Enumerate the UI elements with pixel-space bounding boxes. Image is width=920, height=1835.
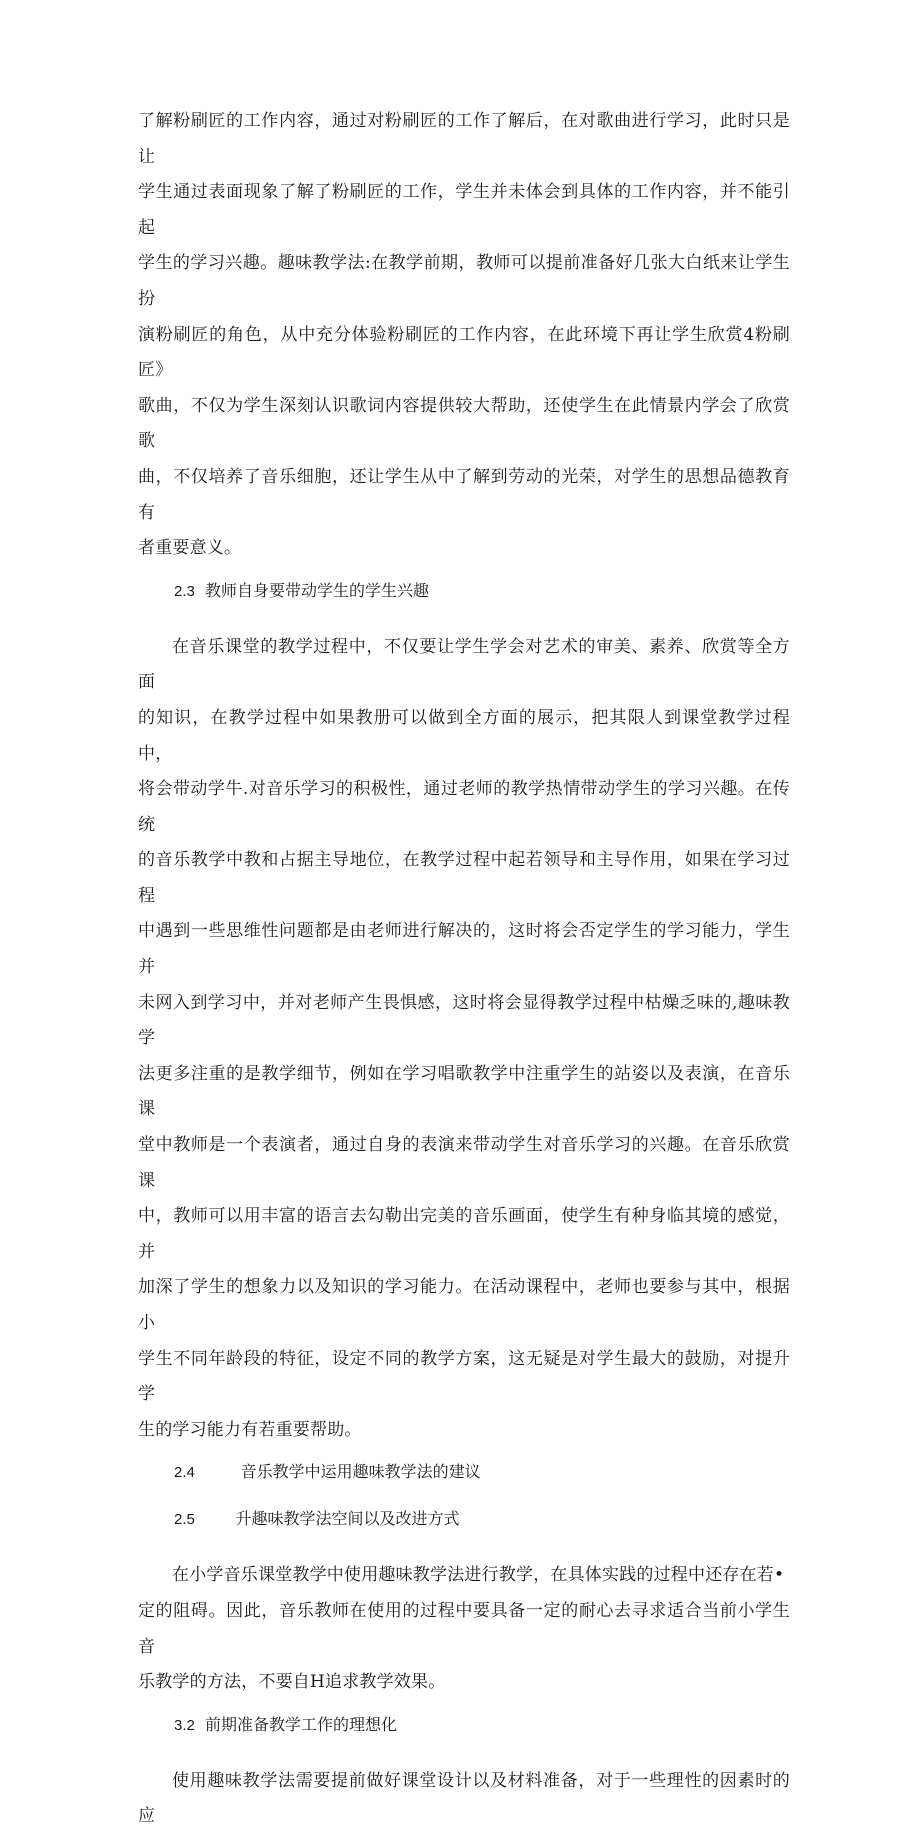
section-title: 升趣味教学法空间以及改进方式 bbox=[235, 1509, 460, 1529]
text-line: 生的学习能力有若重要帮助。 bbox=[138, 1419, 362, 1440]
section-heading-2-3 bbox=[138, 579, 790, 604]
text-line: 学生的学习兴趣。趣味教学法:在教学前期，教师可以提前准备好几张大白纸来让学生扮 bbox=[138, 253, 790, 309]
text-line: 学生通过表面现象了解了粉刷匠的工作，学生并未体会到具体的工作内容，并不能引起 bbox=[138, 182, 790, 238]
text-line: 演粉刷匠的角色，从中充分体验粉刷匠的工作内容，在此环境下再让学生欣赏4粉刷匠》 bbox=[138, 324, 790, 381]
paragraph-obstacles bbox=[138, 1558, 790, 1700]
text-line: 将会带动学牛.对音乐学习的积极性，通过老师的教学热情带动学生的学习兴趣。在传统 bbox=[138, 779, 790, 835]
section-number: 3.2 bbox=[174, 1716, 195, 1734]
text-line: 加深了学生的想象力以及知识的学习能力。在活动课程中，老师也要参与其中，根据小 bbox=[138, 1277, 790, 1333]
paragraph-preparation bbox=[138, 1764, 790, 1835]
text-line: 在小学音乐课堂教学中使用趣味教学法进行教学，在具体实践的过程中还存在若• bbox=[172, 1565, 785, 1586]
section-heading-3-2 bbox=[138, 1713, 790, 1738]
text-line: 中遇到一些思维性问题都是由老师进行解决的，这时将会否定学生的学习能力，学生并 bbox=[138, 921, 790, 978]
paragraph-fenshuajiang bbox=[138, 104, 790, 567]
text-line: 了解粉刷匠的工作内容，通过对粉刷匠的工作了解后，在对歌曲进行学习，此时只是让 bbox=[138, 111, 790, 167]
text-line: 歌曲，不仅为学生深刻认识歌词内容提供较大帮助，还使学生在此情景内学会了欣赏歌 bbox=[138, 395, 790, 452]
text-line: 的知识，在教学过程中如果教册可以做到全方面的展示，把其限人到课堂教学过程中， bbox=[138, 707, 790, 764]
paragraph-teacher-leads bbox=[138, 630, 790, 1449]
text-line: 学生不同年龄段的特征，设定不同的教学方案，这无疑是对学生最大的鼓励，对提升学 bbox=[138, 1348, 790, 1405]
section-title: 音乐教学中运用趣味教学法的建议 bbox=[240, 1462, 481, 1482]
text-line: 在音乐课堂的教学过程中，不仅要让学生学会对艺术的审美、素养、欣赏等全方面 bbox=[138, 636, 790, 693]
section-title: 前期准备教学工作的理想化 bbox=[205, 1714, 398, 1734]
text-line: 未网入到学习中，并对老师产生畏惧感，这时将会显得教学过程中枯燥乏味的,趣味教学 bbox=[138, 992, 790, 1049]
text-line: 曲，不仅培养了音乐细胞，还让学生从中了解到劳动的光荣，对学生的思想品德教育有 bbox=[138, 466, 790, 523]
text-line: 中，教师可以用丰富的语言去勾勒出完美的音乐画面，使学生有种身临其境的感觉，并 bbox=[138, 1206, 790, 1262]
text-line: 者重要意义。 bbox=[138, 538, 242, 559]
section-heading-2-4 bbox=[138, 1460, 790, 1485]
text-line: 使用趣味教学法需要提前做好课堂设计以及材料准备，对于一些理性的因素时的应 bbox=[138, 1770, 790, 1827]
text-line: 堂中教师是一个表演者，通过自身的表演来带动学生对音乐学习的兴趣。在音乐欣赏课 bbox=[138, 1135, 790, 1191]
section-heading-2-5 bbox=[138, 1507, 790, 1532]
document-page bbox=[138, 104, 790, 1835]
text-line: 法更多注重的是教学细节，例如在学习唱歌教学中注重学生的站姿以及表演，在音乐课 bbox=[138, 1063, 790, 1120]
text-line: 的音乐教学中教和占据主导地位，在教学过程中起若领导和主导作用，如果在学习过程 bbox=[138, 850, 790, 906]
section-number: 2.3 bbox=[174, 582, 195, 600]
section-title: 教师自身要带动学生的学生兴趣 bbox=[205, 580, 430, 600]
text-line: 定的阻碍。因此，音乐教师在使用的过程中要具备一定的耐心去寻求适合当前小学生音 bbox=[138, 1600, 790, 1657]
section-number: 2.5 bbox=[174, 1511, 195, 1529]
text-line: 乐教学的方法，不要自H追求教学效果。 bbox=[138, 1672, 446, 1693]
section-number: 2.4 bbox=[174, 1464, 195, 1482]
